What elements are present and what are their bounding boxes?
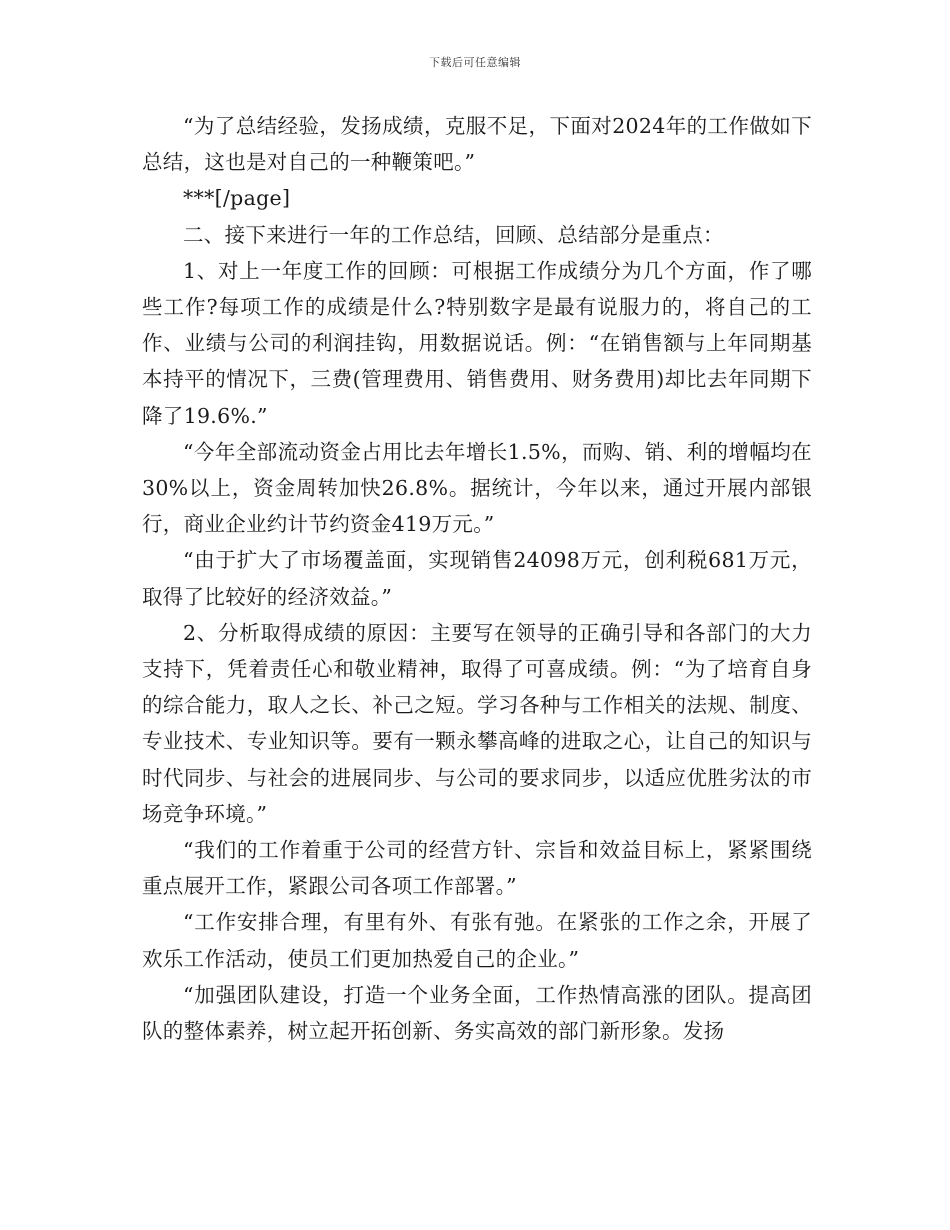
document-body	[142, 108, 812, 1049]
paragraph-focus-quote: “我们的工作着重于公司的经营方针、宗旨和效益目标上，紧紧围绕重点展开工作，紧跟公司各项工作部署。”	[142, 838, 812, 899]
paragraph-analyze-reasons: 2、分析取得成绩的原因：主要写在领导的正确引导和各部门的大力支持下，凭着责任心和敬业精神，取得了可喜成绩。例：“为了培育自身的综合能力，取人之长、补己之短。学习各种与工作相关的法规、制度、专业技术、专业知识等。要有一颗永攀高峰的进取之心，让自己的知识与时代同步、与社会的进展同步、与公司的要求同步，以适应优胜劣汰的市场竞争环境。”	[142, 620, 812, 826]
paragraph-sales-quote: “由于扩大了市场覆盖面，实现销售24098万元，创利税681万元，取得了比较好的经济效益。”	[142, 548, 812, 609]
paragraph-review-last-year: 1、对上一年度工作的回顾：可根据工作成绩分为几个方面，作了哪些工作?每项工作的成绩是什么?特别数字是最有说服力的，将自己的工作、业绩与公司的利润挂钩，用数据说话。例：“在销售额与上年同期基本持平的情况下，三费(管理费用、销售费用、财务费用)却比去年同期下降了19.6%.”	[142, 258, 812, 428]
paragraph-intro-quote: “为了总结经验，发扬成绩，克服不足，下面对2024年的工作做如下总结，这也是对自己的一种鞭策吧。”	[142, 114, 812, 175]
page-header: 下载后可任意编辑	[429, 56, 521, 69]
paragraph-page-marker: ***[/page]	[183, 186, 291, 211]
paragraph-team-quote: “加强团队建设，打造一个业务全面，工作热情高涨的团队。提高团队的整体素养，树立起开拓创新、务实高效的部门新形象。发扬	[142, 982, 812, 1044]
paragraph-arrangement-quote: “工作安排合理，有里有外、有张有弛。在紧张的工作之余，开展了欢乐工作活动，使员工们更加热爱自己的企业。”	[142, 910, 812, 971]
paragraph-funds-quote: “今年全部流动资金占用比去年增长1.5%，而购、销、利的增幅均在30%以上，资金周转加快26.8%。据统计，今年以来，通过开展内部银行，商业企业约计节约资金419万元。”	[142, 439, 812, 537]
paragraph-section-two-heading: 二、接下来进行一年的工作总结，回顾、总结部分是重点：	[183, 222, 724, 247]
